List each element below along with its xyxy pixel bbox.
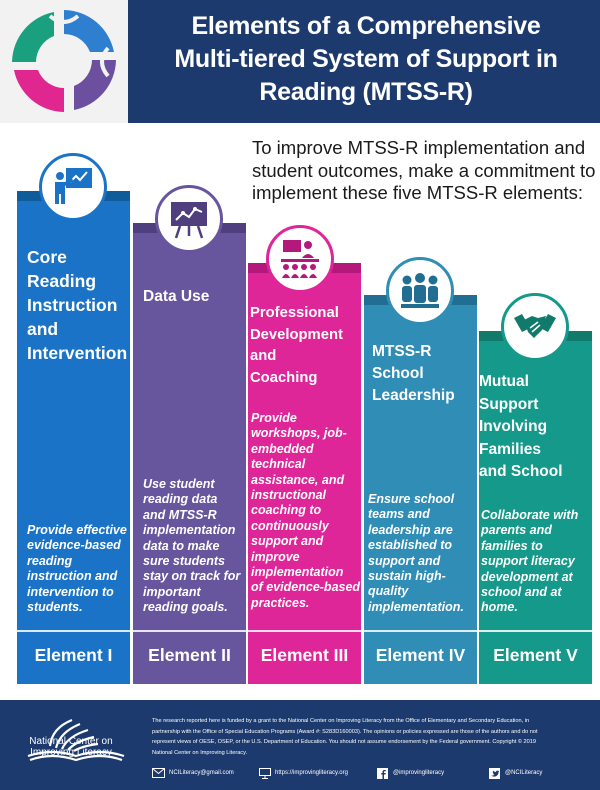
org-line: National Center on (29, 736, 113, 747)
description-line: support and (251, 534, 324, 549)
element-description (251, 411, 361, 611)
four-petal-circle-logo-icon (4, 2, 124, 120)
title-line: Development (250, 326, 343, 343)
disclaimer-line: represent views of OESE, OSEP, or the U.S. Department of Education. You should not assume endorsement by the Federal government. Copyright © 2019 (152, 739, 536, 745)
element-title (250, 303, 360, 389)
org-line: Improving Literacy (30, 747, 112, 758)
element-label: Element III (260, 645, 349, 665)
intro-line: student outcomes, make a commitment to (252, 159, 596, 181)
website-link[interactable]: https://improvingliteracy.org (275, 770, 348, 776)
description-line: home. (481, 600, 518, 615)
element-5-column (479, 331, 592, 684)
element-label: Element V (493, 645, 578, 665)
element-description (368, 492, 468, 615)
title-line: Coaching (250, 369, 318, 386)
description-line: improve (251, 549, 300, 564)
description-line: teams and (368, 507, 430, 522)
disclaimer-line: National Center on Improving Literacy. (152, 749, 248, 756)
title-line: Instruction (27, 295, 118, 315)
title-line: Mutual (479, 373, 529, 390)
element-description (143, 477, 243, 616)
title-line: Families (479, 440, 542, 458)
description-line: evidence-based (27, 538, 121, 553)
facebook-contact[interactable] (376, 766, 444, 780)
description-line: support and (368, 553, 441, 568)
element-3-column (248, 263, 361, 684)
description-line: embedded (251, 441, 314, 456)
header-banner (0, 0, 600, 123)
description-line: Ensure school (368, 492, 455, 506)
website-contact[interactable] (258, 766, 348, 780)
description-line: implementation (251, 565, 344, 580)
title-line: and (250, 348, 277, 364)
description-line: of evidence-based (251, 580, 361, 595)
element-title (143, 287, 243, 307)
description-line: Use student (143, 477, 215, 491)
element-2-column (133, 223, 246, 684)
description-line: continuously (251, 518, 329, 533)
description-line: technical (251, 457, 306, 472)
description-line: and MTSS-R (143, 507, 217, 522)
title-line: and School (479, 463, 563, 480)
description-line: practices. (251, 595, 310, 610)
title-line: Intervention (27, 343, 128, 363)
title-line: MTSS-R (372, 343, 432, 360)
description-line: students. (27, 600, 83, 615)
description-line: parents and (481, 523, 552, 538)
description-line: quality (368, 584, 409, 599)
element-label: Element I (34, 645, 113, 665)
description-line: Collaborate with (481, 508, 579, 522)
logo-panel (0, 0, 128, 123)
facebook-link[interactable]: @improvingliteracy (393, 770, 445, 776)
description-line: leadership are (368, 522, 453, 537)
description-line: Provide effective (27, 523, 127, 537)
description-line: reading data (143, 492, 218, 507)
description-line: data to make (143, 538, 220, 553)
description-line: school and at (481, 585, 562, 600)
element-title (479, 371, 592, 484)
description-line: assistance, and (251, 472, 345, 487)
title-line: Professional (250, 305, 339, 321)
description-line: implementation. (368, 599, 464, 614)
title-line: Leadership (372, 387, 455, 404)
element-title (372, 341, 472, 407)
email-link[interactable]: NCILiteracy@gmail.com (169, 770, 234, 776)
title-line: Support (479, 395, 539, 413)
element-4-column (364, 295, 477, 684)
description-line: coaching to (251, 503, 322, 518)
divider (133, 630, 246, 632)
title-line: Reading (27, 271, 97, 291)
team-meeting-icon (386, 257, 454, 325)
title-line: Data Use (143, 288, 210, 305)
intro-line: implement these five MTSS-R elements: (252, 182, 584, 203)
element-description (481, 508, 581, 616)
description-line: stay on track for (143, 569, 241, 584)
twitter-icon (488, 768, 501, 779)
presenter-at-whiteboard-icon (39, 153, 107, 221)
handshake-icon (501, 293, 569, 361)
description-line: established to (368, 538, 453, 553)
divider (248, 630, 361, 632)
divider (17, 630, 130, 632)
twitter-contact[interactable] (488, 766, 542, 780)
disclaimer-line: partnership with the Office of Special Education Programs (Award #: S283D160003). The opinions or policies expressed are those of the authors and do not (152, 728, 538, 735)
organization-name (8, 736, 134, 758)
element-label: Element IV (375, 645, 466, 665)
intro-line: To improve MTSS-R implementation and (252, 137, 586, 158)
classroom-audience-icon (266, 225, 334, 293)
envelope-icon (152, 768, 165, 779)
description-line: Provide (251, 411, 297, 425)
title-line: Involving (479, 418, 548, 435)
intro-text (252, 137, 597, 205)
facebook-icon (376, 768, 389, 779)
description-line: sustain high- (368, 569, 446, 584)
title-line: School (372, 365, 424, 382)
disclaimer-line: The research reported here is funded by a grant to the National Center on Improving Literacy from the Office of Elementary and Secondary Education, in (152, 718, 530, 724)
line-chart-easel-icon (155, 185, 223, 253)
element-label: Element II (148, 645, 231, 665)
title-line: Reading (MTSS-R) (259, 78, 473, 106)
monitor-icon (258, 768, 271, 779)
description-line: support literacy (481, 554, 575, 569)
description-line: workshops, job- (251, 426, 347, 441)
element-title (27, 245, 127, 365)
description-line: instruction and (27, 569, 118, 584)
divider (364, 630, 477, 632)
title-line: and (27, 319, 59, 339)
twitter-link[interactable]: @NCILiteracy (505, 770, 543, 776)
description-line: important (143, 584, 201, 599)
description-line: implementation (143, 523, 236, 538)
description-line: families to (481, 538, 543, 553)
page-title (138, 10, 594, 109)
description-line: sure students (143, 554, 225, 569)
email-contact[interactable] (152, 766, 234, 780)
description-line: instructional (251, 488, 327, 503)
description-line: reading (27, 553, 73, 568)
funding-disclaimer (152, 716, 592, 758)
divider (479, 630, 592, 632)
title-line: Multi-tiered System of Support in (174, 45, 558, 73)
element-description (27, 523, 127, 615)
title-line: Elements of a Comprehensive (191, 12, 541, 40)
description-line: intervention to (27, 584, 114, 599)
element-1-column (17, 191, 130, 684)
title-line: Core (27, 247, 67, 267)
description-line: development at (481, 569, 573, 584)
description-line: reading goals. (143, 600, 228, 615)
